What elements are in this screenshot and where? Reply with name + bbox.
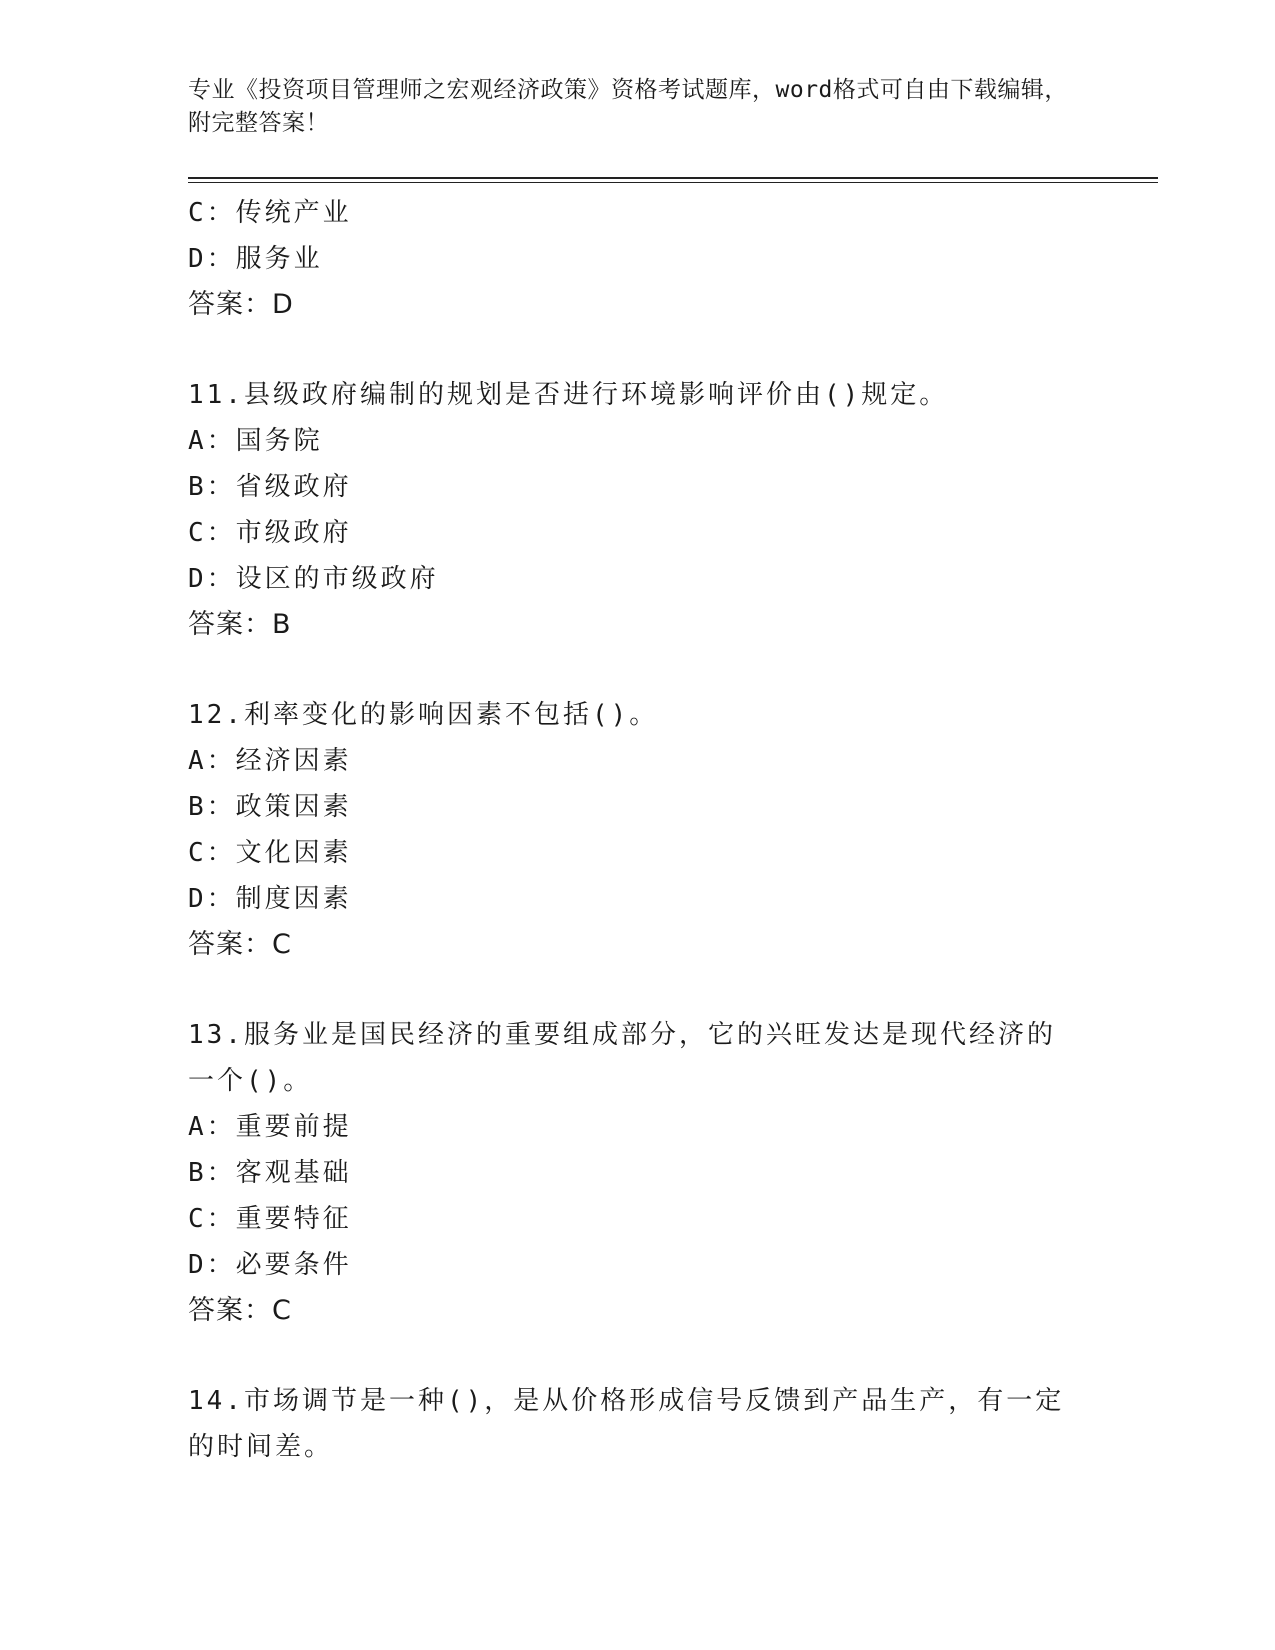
question-12 (188, 692, 1088, 968)
answer-line: 答案：C (188, 929, 292, 960)
option-d: D：制度因素 (188, 884, 352, 914)
option-d: D：必要条件 (188, 1250, 352, 1280)
option-a: A：重要前提 (188, 1112, 352, 1142)
option-b: B：省级政府 (188, 472, 352, 502)
option-d: D：设区的市级政府 (188, 564, 439, 594)
answer-line: 答案：D (188, 289, 294, 320)
option-c: C：市级政府 (188, 518, 352, 548)
question-list (188, 190, 1088, 1470)
question-11 (188, 372, 1088, 648)
document-header-note: 专业《投资项目管理师之宏观经济政策》资格考试题库，word格式可自由下载编辑，附完整答案！ (188, 77, 1068, 136)
question-13 (188, 1012, 1088, 1334)
question-text: 11.县级政府编制的规划是否进行环境影响评价由()规定。 (188, 380, 949, 410)
answer-line: 答案：B (188, 609, 292, 640)
header-rule-thick (188, 177, 1158, 179)
option-a: A：经济因素 (188, 746, 352, 776)
option-c: C：文化因素 (188, 838, 352, 868)
header-rule-thin (188, 182, 1158, 183)
option-b: B：客观基础 (188, 1158, 352, 1188)
option-b: B：政策因素 (188, 792, 352, 822)
question-14 (188, 1378, 1088, 1470)
answer-line: 答案：C (188, 1295, 292, 1326)
question-text: 14.市场调节是一种()，是从价格形成信号反馈到产品生产，有一定的时间差。 (188, 1386, 1065, 1462)
question-text: 13.服务业是国民经济的重要组成部分，它的兴旺发达是现代经济的一个()。 (188, 1020, 1056, 1096)
option-a: A：国务院 (188, 426, 323, 456)
question-text: 12.利率变化的影响因素不包括()。 (188, 700, 659, 730)
previous-question-tail (188, 190, 1088, 328)
option-c: C：传统产业 (188, 198, 352, 228)
option-d: D：服务业 (188, 244, 323, 274)
option-c: C：重要特征 (188, 1204, 352, 1234)
